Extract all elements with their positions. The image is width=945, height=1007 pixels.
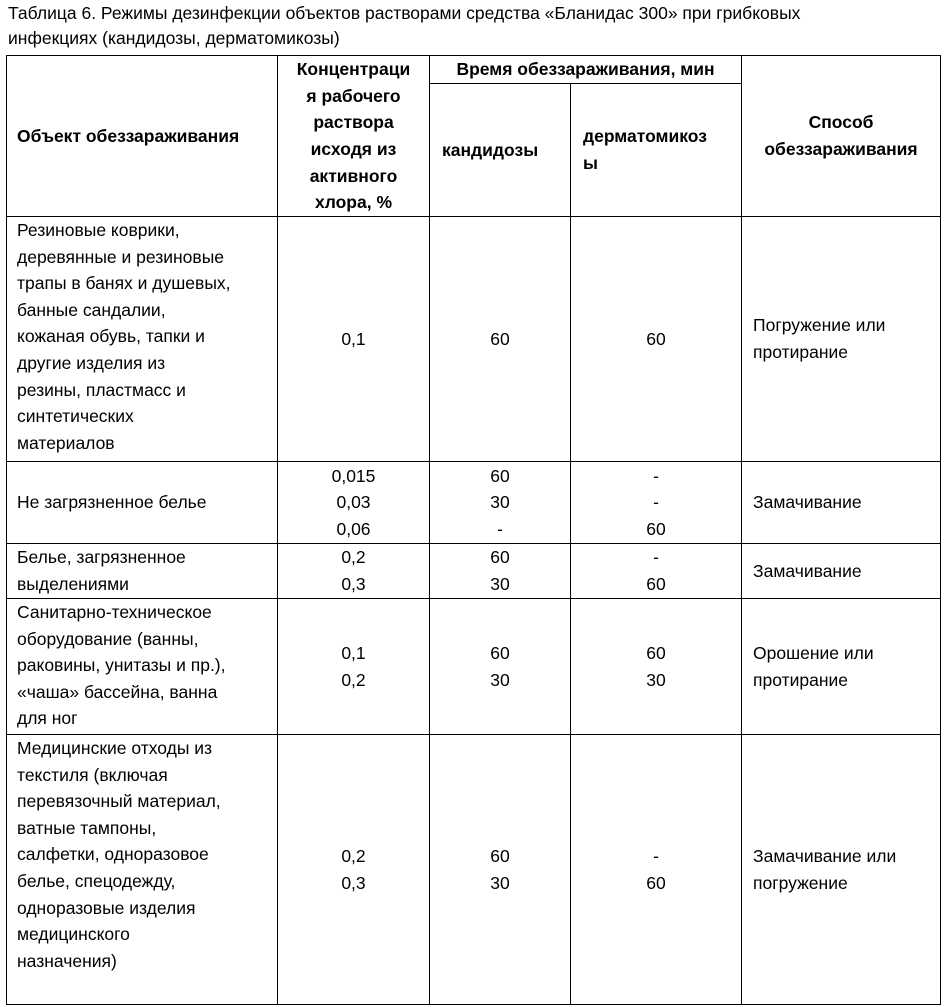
candidiasis-value: 30 xyxy=(490,492,510,513)
object-cell xyxy=(7,217,278,462)
candidiasis-value: 60 xyxy=(490,328,510,349)
header-concentration xyxy=(278,56,430,217)
header-concentration-line: хлора, % xyxy=(314,192,392,213)
method-line: Замачивание или xyxy=(753,845,897,866)
object-line: одноразовые изделия xyxy=(17,897,196,918)
header-concentration-line: раствора xyxy=(313,112,394,133)
header-dermatomycosis-line: дерматомикоз xyxy=(583,126,707,147)
object-line: назначения) xyxy=(17,950,117,971)
object-line: Санитарно-техническое xyxy=(17,602,212,622)
concentration-cell xyxy=(278,599,430,735)
object-line: «чаша» бассейна, ванна xyxy=(17,681,218,702)
object-line: медицинского xyxy=(17,924,130,945)
candidiasis-value: 30 xyxy=(490,669,510,690)
candidiasis-value: 30 xyxy=(490,872,510,893)
method-line: Замачивание xyxy=(753,560,862,581)
concentration-value: 0,3 xyxy=(341,872,366,893)
table-caption xyxy=(8,1,938,51)
object-line: ватные тампоны, xyxy=(17,817,157,838)
object-line: белье, спецодежду, xyxy=(17,870,176,891)
candidiasis-cell xyxy=(430,735,571,1005)
object-line: раковины, унитазы и пр.), xyxy=(17,655,226,676)
object-line: для ног xyxy=(17,708,78,729)
method-line: погружение xyxy=(753,872,848,893)
table-row xyxy=(7,544,941,599)
header-object: Объект обеззараживания xyxy=(7,56,278,217)
dermatomycosis-value: 60 xyxy=(646,872,666,893)
disinfection-table xyxy=(6,55,941,1005)
concentration-cell xyxy=(278,544,430,599)
method-cell xyxy=(742,735,941,1005)
method-cell xyxy=(742,217,941,462)
header-concentration-line: исходя из xyxy=(310,139,397,159)
object-line: банные сандалии, xyxy=(17,299,166,320)
concentration-cell xyxy=(278,735,430,1005)
object-cell xyxy=(7,599,278,735)
object-line: Не загрязненное белье xyxy=(17,492,207,513)
method-line: протирание xyxy=(753,669,849,690)
object-line: Медицинские отходы из xyxy=(17,738,213,758)
object-cell xyxy=(7,544,278,599)
concentration-value: 0,2 xyxy=(341,845,366,866)
dermatomycosis-value: - xyxy=(653,845,659,866)
dermatomycosis-cell xyxy=(571,217,742,462)
concentration-value: 0,03 xyxy=(336,492,371,513)
dermatomycosis-value: - xyxy=(653,547,659,568)
object-line: деревянные и резиновые xyxy=(17,246,225,267)
method-cell xyxy=(742,599,941,735)
dermatomycosis-value: 60 xyxy=(646,518,666,539)
header-time: Время обеззараживания, мин xyxy=(430,56,742,84)
method-cell xyxy=(742,462,941,544)
object-line: другие изделия из xyxy=(17,352,166,373)
concentration-cell xyxy=(278,462,430,544)
object-line: материалов xyxy=(17,432,115,453)
candidiasis-value: 60 xyxy=(490,547,510,568)
table-row xyxy=(7,462,941,544)
dermatomycosis-cell xyxy=(571,462,742,544)
header-method xyxy=(742,56,941,217)
concentration-value: 0,2 xyxy=(341,547,366,568)
table-row xyxy=(7,735,941,1005)
caption-line: инфекциях (кандидозы, дерматомикозы) xyxy=(8,28,340,48)
header-method-line: Способ xyxy=(808,112,874,133)
concentration-cell xyxy=(278,217,430,462)
concentration-value: 0,06 xyxy=(336,518,371,539)
object-line: кожаная обувь, тапки и xyxy=(17,326,205,347)
header-method-line: обеззараживания xyxy=(764,139,918,159)
header-dermatomycosis xyxy=(571,84,742,217)
table-row xyxy=(7,599,941,735)
object-line: текстиля (включая xyxy=(17,764,168,785)
concentration-value: 0,3 xyxy=(341,574,366,594)
candidiasis-value: 30 xyxy=(490,574,510,594)
object-line: резины, пластмасс и xyxy=(17,379,186,400)
dermatomycosis-cell xyxy=(571,544,742,599)
header-concentration-line: Концентраци xyxy=(296,59,411,80)
object-cell xyxy=(7,462,278,544)
candidiasis-cell xyxy=(430,544,571,599)
dermatomycosis-value: - xyxy=(653,492,659,513)
dermatomycosis-cell xyxy=(571,735,742,1005)
caption-line: Таблица 6. Режимы дезинфекции объектов растворами средства «Бланидас 300» при грибковых xyxy=(8,3,801,23)
concentration-value: 0,1 xyxy=(341,328,366,349)
concentration-value: 0,015 xyxy=(331,465,376,486)
object-line: выделениями xyxy=(17,574,129,594)
header-candidiasis: кандидозы xyxy=(430,84,571,217)
object-line: перевязочный материал, xyxy=(17,791,221,812)
dermatomycosis-value: - xyxy=(653,465,659,486)
object-cell xyxy=(7,735,278,1005)
concentration-value: 0,1 xyxy=(341,642,366,663)
object-line: оборудование (ванны, xyxy=(17,628,199,649)
object-line: Резиновые коврики, xyxy=(17,220,180,240)
object-line: Белье, загрязненное xyxy=(17,547,186,568)
table-row xyxy=(7,217,941,462)
dermatomycosis-value: 30 xyxy=(646,669,666,690)
candidiasis-cell xyxy=(430,217,571,462)
candidiasis-value: 60 xyxy=(490,465,510,486)
header-concentration-line: я рабочего xyxy=(306,85,401,106)
candidiasis-value: 60 xyxy=(490,642,510,663)
method-line: протирание xyxy=(753,342,849,362)
object-line: салфетки, одноразовое xyxy=(17,844,209,865)
method-line: Замачивание xyxy=(753,492,862,513)
candidiasis-cell xyxy=(430,462,571,544)
dermatomycosis-cell xyxy=(571,599,742,735)
dermatomycosis-value: 60 xyxy=(646,574,666,594)
candidiasis-cell xyxy=(430,599,571,735)
object-line: синтетических xyxy=(17,406,134,427)
dermatomycosis-value: 60 xyxy=(646,642,666,663)
concentration-value: 0,2 xyxy=(341,669,366,690)
method-cell xyxy=(742,544,941,599)
candidiasis-value: - xyxy=(497,518,503,539)
header-dermatomycosis-line: ы xyxy=(583,153,598,173)
candidiasis-value: 60 xyxy=(490,845,510,866)
dermatomycosis-value: 60 xyxy=(646,328,666,349)
object-line: трапы в банях и душевых, xyxy=(17,273,231,294)
method-line: Погружение или xyxy=(753,315,886,336)
method-line: Орошение или xyxy=(753,642,874,663)
header-concentration-line: активного xyxy=(309,165,398,186)
